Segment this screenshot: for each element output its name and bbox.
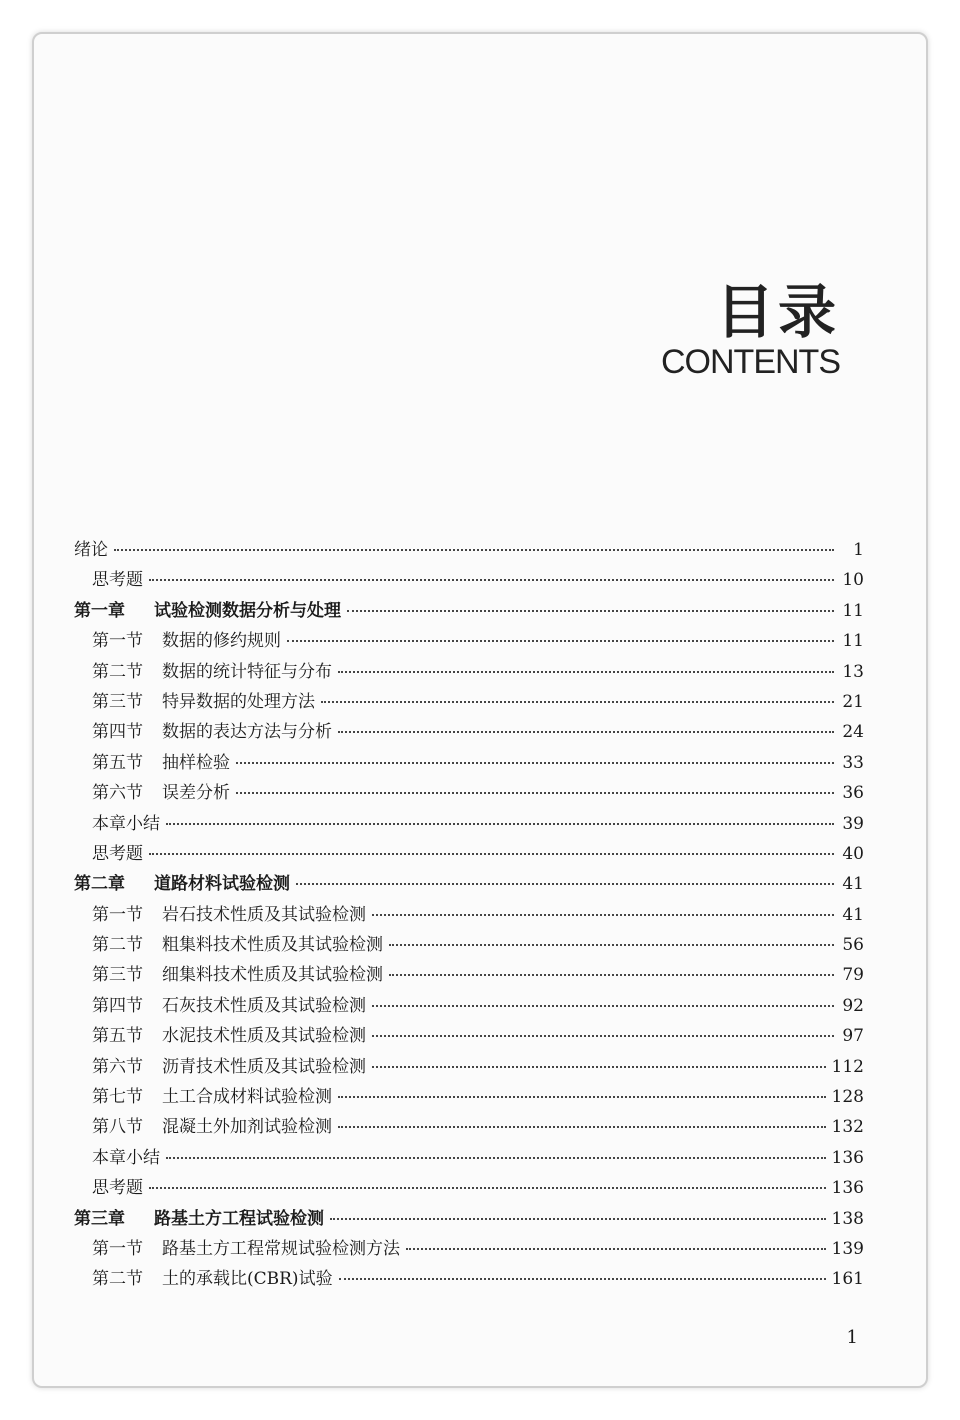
dot-leader — [321, 701, 834, 703]
toc-entry-title: 数据的修约规则 — [162, 631, 281, 652]
toc-entry-number: 第六节 — [92, 783, 143, 804]
toc-entry[interactable] — [72, 869, 864, 899]
dot-leader — [236, 792, 834, 794]
toc-entry[interactable] — [72, 565, 864, 595]
dot-leader — [236, 762, 834, 764]
dot-leader — [338, 1096, 826, 1098]
toc-entry-page: 161 — [831, 1269, 864, 1290]
title-english: CONTENTS — [661, 343, 840, 381]
toc-header — [661, 278, 840, 381]
toc-entry-number: 第八节 — [92, 1117, 143, 1138]
toc-entry-title: 土工合成材料试验检测 — [162, 1087, 332, 1108]
toc-entry-page: 1 — [853, 540, 864, 560]
toc-entry[interactable] — [72, 1143, 864, 1173]
toc-entry-page: 56 — [842, 935, 864, 956]
toc-entry-number: 第一章 — [74, 600, 125, 621]
dot-leader — [372, 1005, 834, 1007]
toc-entry[interactable] — [72, 1264, 864, 1294]
toc-entry-title: 沥青技术性质及其试验检测 — [162, 1056, 366, 1077]
table-of-contents — [72, 535, 864, 1295]
toc-entry-page: 139 — [831, 1238, 864, 1259]
toc-entry-number: 第三节 — [92, 691, 143, 712]
book-page — [32, 32, 928, 1388]
toc-entry-title: 细集料技术性质及其试验检测 — [162, 965, 383, 986]
toc-entry-title: 误差分析 — [162, 783, 230, 804]
toc-entry-title: 数据的统计特征与分布 — [162, 661, 332, 682]
toc-entry[interactable] — [72, 991, 864, 1021]
toc-entry-page: 136 — [831, 1147, 864, 1168]
toc-entry-title: 土的承载比(CBR)试验 — [162, 1269, 333, 1290]
toc-entry-number: 第四节 — [92, 722, 143, 743]
toc-entry-title: 混凝土外加剂试验检测 — [162, 1117, 332, 1138]
dot-leader — [149, 1187, 826, 1189]
toc-entry[interactable] — [72, 657, 864, 687]
dot-leader — [149, 853, 834, 855]
toc-entry-number: 第三节 — [92, 965, 143, 986]
toc-entry-page: 41 — [842, 874, 864, 895]
toc-entry[interactable] — [72, 778, 864, 808]
toc-entry-number: 第六节 — [92, 1056, 143, 1077]
toc-entry-page: 21 — [842, 691, 864, 712]
toc-entry-page: 136 — [831, 1178, 864, 1199]
toc-entry[interactable] — [72, 1021, 864, 1051]
toc-entry-title: 本章小结 — [92, 813, 160, 834]
toc-entry-page: 128 — [831, 1087, 864, 1108]
toc-entry[interactable] — [72, 1112, 864, 1142]
toc-entry-page: 40 — [842, 843, 864, 864]
toc-entry-title: 特异数据的处理方法 — [162, 691, 315, 712]
toc-entry-title: 本章小结 — [92, 1147, 160, 1168]
toc-entry-number: 第二节 — [92, 935, 143, 956]
dot-leader — [372, 1066, 826, 1068]
toc-entry[interactable] — [72, 839, 864, 869]
dot-leader — [406, 1248, 826, 1250]
dot-leader — [166, 1157, 826, 1159]
toc-entry[interactable] — [72, 900, 864, 930]
toc-entry-title: 绪论 — [74, 540, 108, 560]
toc-entry-page: 41 — [842, 904, 864, 925]
dot-leader — [389, 974, 834, 976]
toc-entry-page: 10 — [842, 570, 864, 591]
toc-entry-title: 数据的表达方法与分析 — [162, 722, 332, 743]
toc-entry-number: 第二节 — [92, 1269, 143, 1290]
toc-entry-number: 第七节 — [92, 1087, 143, 1108]
toc-entry-number: 第五节 — [92, 1026, 143, 1047]
toc-entry-number: 第二节 — [92, 661, 143, 682]
toc-entry[interactable] — [72, 960, 864, 990]
dot-leader — [347, 610, 834, 612]
toc-entry[interactable] — [72, 535, 864, 565]
toc-entry-title: 试验检测数据分析与处理 — [154, 600, 341, 621]
toc-entry-number: 第四节 — [92, 995, 143, 1016]
toc-entry[interactable] — [72, 626, 864, 656]
toc-entry-page: 11 — [842, 631, 864, 652]
toc-entry-number: 第五节 — [92, 752, 143, 773]
dot-leader — [330, 1218, 826, 1220]
dot-leader — [149, 579, 834, 581]
toc-entry[interactable] — [72, 1082, 864, 1112]
toc-entry-title: 粗集料技术性质及其试验检测 — [162, 935, 383, 956]
toc-entry[interactable] — [72, 748, 864, 778]
dot-leader — [166, 823, 834, 825]
dot-leader — [114, 549, 834, 551]
toc-entry-page: 92 — [842, 995, 864, 1016]
toc-entry[interactable] — [72, 809, 864, 839]
toc-entry-title: 石灰技术性质及其试验检测 — [162, 995, 366, 1016]
toc-entry[interactable] — [72, 596, 864, 626]
toc-entry-title: 水泥技术性质及其试验检测 — [162, 1026, 366, 1047]
toc-entry[interactable] — [72, 930, 864, 960]
dot-leader — [339, 1278, 826, 1280]
title-chinese: 目录 — [715, 278, 840, 346]
dot-leader — [372, 1035, 834, 1037]
toc-entry-page: 11 — [842, 600, 864, 621]
toc-entry-number: 第三章 — [74, 1208, 125, 1229]
toc-entry-number: 第一节 — [92, 1238, 143, 1259]
toc-entry-title: 路基土方工程试验检测 — [154, 1208, 324, 1229]
toc-entry-page: 39 — [842, 813, 864, 834]
dot-leader — [389, 944, 834, 946]
toc-entry-page: 132 — [831, 1117, 864, 1138]
toc-entry-number: 第一节 — [92, 904, 143, 925]
toc-entry-page: 79 — [842, 965, 864, 986]
toc-entry-title: 岩石技术性质及其试验检测 — [162, 904, 366, 925]
toc-entry-number: 第二章 — [74, 874, 125, 895]
toc-entry-page: 36 — [842, 783, 864, 804]
toc-entry[interactable] — [72, 1052, 864, 1082]
dot-leader — [338, 1126, 826, 1128]
toc-entry-title: 思考题 — [92, 1178, 143, 1199]
toc-entry[interactable] — [72, 687, 864, 717]
toc-entry[interactable] — [72, 1204, 864, 1234]
dot-leader — [372, 914, 834, 916]
toc-entry-number: 第一节 — [92, 631, 143, 652]
toc-entry-page: 24 — [842, 722, 864, 743]
toc-entry[interactable] — [72, 717, 864, 747]
toc-entry-page: 13 — [842, 661, 864, 682]
toc-entry-page: 112 — [831, 1056, 864, 1077]
dot-leader — [338, 731, 834, 733]
dot-leader — [338, 671, 834, 673]
toc-entry-title: 思考题 — [92, 570, 143, 591]
toc-entry-title: 道路材料试验检测 — [154, 874, 290, 895]
toc-entry-page: 97 — [842, 1026, 864, 1047]
toc-entry-title: 思考题 — [92, 843, 143, 864]
dot-leader — [287, 640, 834, 642]
toc-entry[interactable] — [72, 1234, 864, 1264]
page-number: 1 — [846, 1327, 858, 1348]
toc-entry-page: 33 — [842, 752, 864, 773]
toc-entry[interactable] — [72, 1173, 864, 1203]
dot-leader — [296, 883, 834, 885]
toc-entry-page: 138 — [831, 1208, 864, 1229]
toc-entry-title: 路基土方工程常规试验检测方法 — [162, 1238, 400, 1259]
toc-entry-title: 抽样检验 — [162, 752, 230, 773]
